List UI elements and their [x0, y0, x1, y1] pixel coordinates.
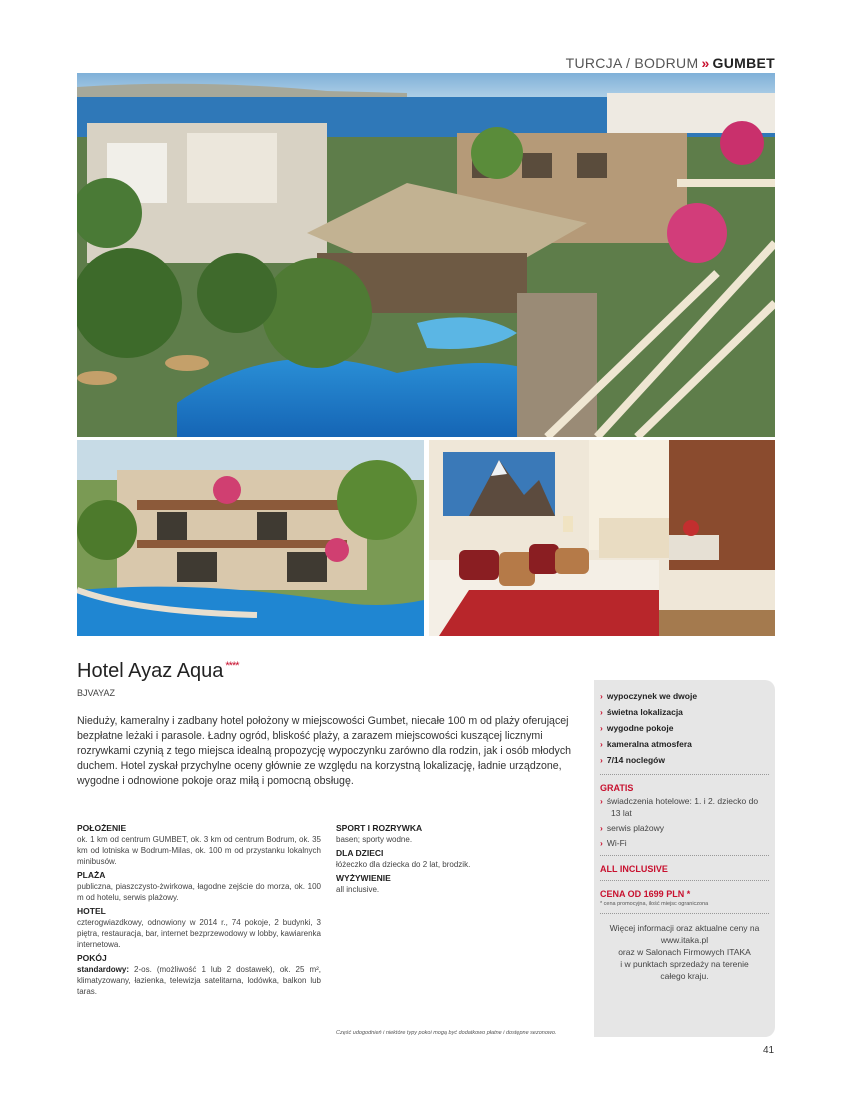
gratis-label: świadczenia hotelowe: 1. i 2. dziecko do 13 lat — [606, 796, 759, 818]
pool-building-photo — [77, 440, 424, 636]
gratis-item — [600, 795, 769, 819]
sport-heading: SPORT I ROZRYWKA — [336, 823, 423, 833]
location-text: ok. 1 km od centrum GUMBET, ok. 3 km od centrum Bodrum, ok. 35 km od lotniska w Bodrum-Milas, ok. 100 m od przystanku lokalnych minibusów. — [77, 835, 321, 866]
beach-heading: PLAŻA — [77, 870, 106, 880]
highlight-label: kameralna atmosfera — [606, 739, 692, 749]
breadcrumb-separator: » — [701, 55, 710, 71]
breadcrumb-destination: GUMBET — [712, 55, 775, 71]
highlight-item — [600, 688, 769, 704]
hotel-text: czterogwiazdkowy, odnowiony w 2014 r., 74 pokoje, 2 budynki, 3 piętra, restauracja, bar, internet bezprzewodowy w lobby, kawiarenka internetowa. — [77, 918, 321, 949]
details-right-column — [336, 823, 576, 897]
chevron-right-icon: › — [600, 691, 603, 701]
highlight-label: wypoczynek we dwoje — [606, 691, 698, 701]
chevron-right-icon: › — [600, 823, 603, 833]
highlight-item — [600, 704, 769, 720]
sidebar-divider — [600, 855, 769, 856]
offer-sidebar — [594, 680, 775, 1037]
hotel-overview-photo — [77, 73, 775, 437]
gratis-heading: GRATIS — [600, 783, 634, 793]
price-label: CENA OD 1699 PLN * — [600, 889, 691, 899]
footnote: Część udogodnień i niektóre typy pokoi mogą być dodatkowo płatne i dostępne sezonowo. — [336, 1030, 557, 1036]
hotel-stars: **** — [225, 660, 239, 672]
info-line: Więcej informacji oraz aktualne ceny na — [609, 923, 760, 933]
hotel-name: Hotel Ayaz Aqua — [77, 660, 224, 682]
gratis-item — [600, 822, 769, 834]
sidebar-divider — [600, 880, 769, 881]
kids-heading: DLA DZIECI — [336, 848, 384, 858]
sport-text: basen; sporty wodne. — [336, 835, 413, 844]
room-description: 2-os. (możliwość 1 lub 2 dostawek), ok. 25 m², klimatyzowany, łazienka, telewizja satelitarna, lodówka, balkon lub taras. — [77, 965, 321, 996]
website-link[interactable]: www.itaka.pl — [660, 935, 709, 945]
chevron-right-icon: › — [600, 838, 603, 848]
hotel-description: Nieduży, kameralny i zadbany hotel położony w miejscowości Gumbet, niecałe 100 m od plaży oferującej bezpłatne leżaki i parasole. Ładny ogród, bliskość plaży, a zarazem miejscowości kuszącej licznymi rozrywkami czynią z tego miejsca idealną propozycję wypoczynku zarówno dla rodzin, jak i osób młodych duchem. Hotel zyskał przychylne oceny głównie ze względu na korzystną lokalizację, ładnie urządzone, wygodne i odnowione pokoje oraz miłą i pomocną obsługę. — [77, 715, 572, 787]
breadcrumb — [566, 55, 775, 71]
highlight-item — [600, 720, 769, 736]
page-number: 41 — [763, 1045, 775, 1056]
gratis-label: Wi-Fi — [606, 838, 627, 848]
beach-text: publiczna, piaszczysto-żwirkowa, łagodne zejście do morza, ok. 100 m od hotelu, serwis plażowy. — [77, 882, 321, 902]
sidebar-divider — [600, 913, 769, 914]
chevron-right-icon: › — [600, 755, 603, 765]
info-line: całego kraju. — [660, 971, 709, 981]
breadcrumb-region: TURCJA / BODRUM — [565, 55, 699, 71]
board-type-label: ALL INCLUSIVE — [600, 864, 668, 874]
highlight-label: wygodne pokoje — [606, 723, 674, 733]
sidebar-divider — [600, 774, 769, 775]
highlight-label: 7/14 noclegów — [606, 755, 665, 765]
info-line: i w punktach sprzedaży na terenie — [620, 959, 749, 969]
highlight-label: świetna lokalizacja — [606, 707, 683, 717]
info-line: oraz w Salonach Firmowych ITAKA — [618, 947, 751, 957]
chevron-right-icon: › — [600, 707, 603, 717]
more-info-text — [600, 922, 769, 982]
hotel-heading: HOTEL — [77, 906, 106, 916]
hotel-room-photo — [429, 440, 775, 636]
details-left-column — [77, 823, 321, 999]
room-text — [77, 964, 321, 997]
board-text: all inclusive. — [336, 885, 380, 894]
highlight-item — [600, 736, 769, 752]
hotel-title — [77, 660, 239, 683]
chevron-right-icon: › — [600, 723, 603, 733]
room-heading: POKÓJ — [77, 953, 107, 963]
location-heading: POŁOŻENIE — [77, 823, 127, 833]
board-heading: WYŻYWIENIE — [336, 873, 391, 883]
chevron-right-icon: › — [600, 796, 603, 806]
hotel-code: BJVAYAZ — [77, 688, 116, 698]
highlight-item — [600, 752, 769, 768]
room-type-label: standardowy: — [77, 965, 130, 974]
chevron-right-icon: › — [600, 739, 603, 749]
gratis-label: serwis plażowy — [606, 823, 664, 833]
kids-text: łóżeczko dla dziecka do 2 lat, brodzik. — [336, 860, 471, 869]
price-note: * cena promocyjna, ilość miejsc ograniczona — [600, 901, 709, 907]
gratis-item — [600, 837, 769, 849]
